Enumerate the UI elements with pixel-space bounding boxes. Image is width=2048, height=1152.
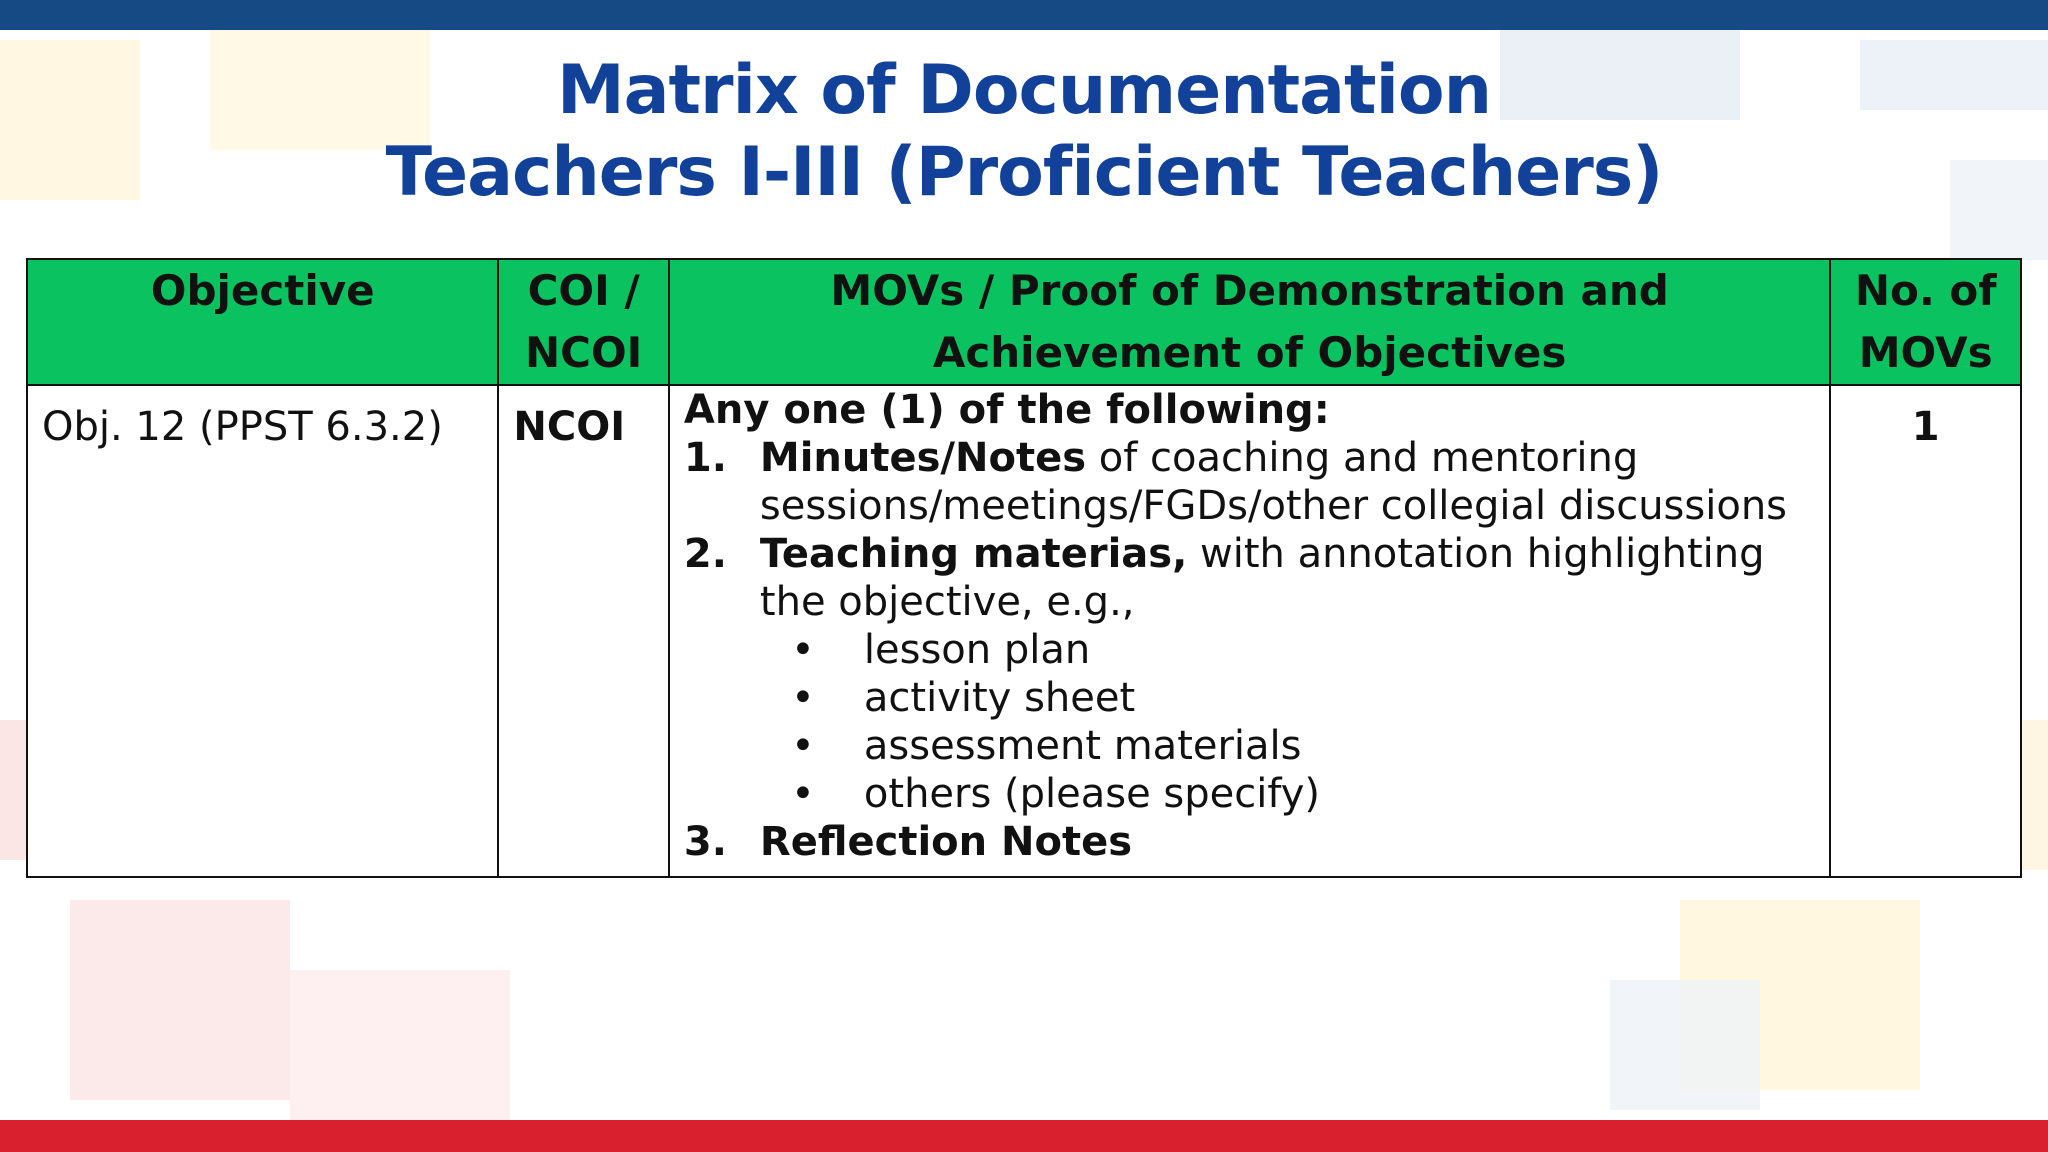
cell-no-of-movs: 1	[1830, 385, 2021, 877]
decor-square	[290, 970, 510, 1120]
cell-coi: NCOI	[498, 385, 669, 877]
documentation-matrix-table	[26, 258, 2022, 878]
slide-title-line1: Matrix of Documentation	[556, 51, 1491, 130]
movs-item-3: 3. Reflection Notes	[683, 819, 1133, 865]
list-item: • activity sheet	[791, 675, 1136, 721]
bottom-banner-bar	[0, 1120, 2048, 1152]
decor-square	[70, 900, 290, 1100]
movs-lead-text: Any one (1) of the following:	[683, 387, 1330, 433]
teaching-materials-list	[684, 626, 1817, 818]
list-item: • assessment materials	[791, 723, 1302, 769]
slide-title-line2: Teachers I-III (Proficient Teachers)	[385, 133, 1663, 212]
movs-item-1: 1. Minutes/Notes of coaching and mentoring sessions/meetings/FGDs/other collegial discussions	[683, 435, 1788, 529]
header-no-of-movs: No. of MOVs	[1830, 259, 2021, 385]
header-coi-ncoi: COI / NCOI	[498, 259, 669, 385]
table-header-row	[27, 259, 2021, 385]
slide-title	[0, 50, 2048, 214]
table-row	[27, 385, 2021, 877]
list-item: • lesson plan	[791, 627, 1091, 673]
header-objective: Objective	[27, 259, 498, 385]
cell-objective: Obj. 12 (PPST 6.3.2)	[27, 385, 498, 877]
decor-square	[1610, 980, 1760, 1110]
top-banner-bar	[0, 0, 2048, 30]
movs-item-2: 2. Teaching materias, with annotation highlighting the objective, e.g.,	[683, 531, 1765, 625]
header-movs: MOVs / Proof of Demonstration and Achievement of Objectives	[669, 259, 1830, 385]
cell-movs	[669, 385, 1830, 877]
list-item: • others (please specify)	[791, 771, 1321, 817]
